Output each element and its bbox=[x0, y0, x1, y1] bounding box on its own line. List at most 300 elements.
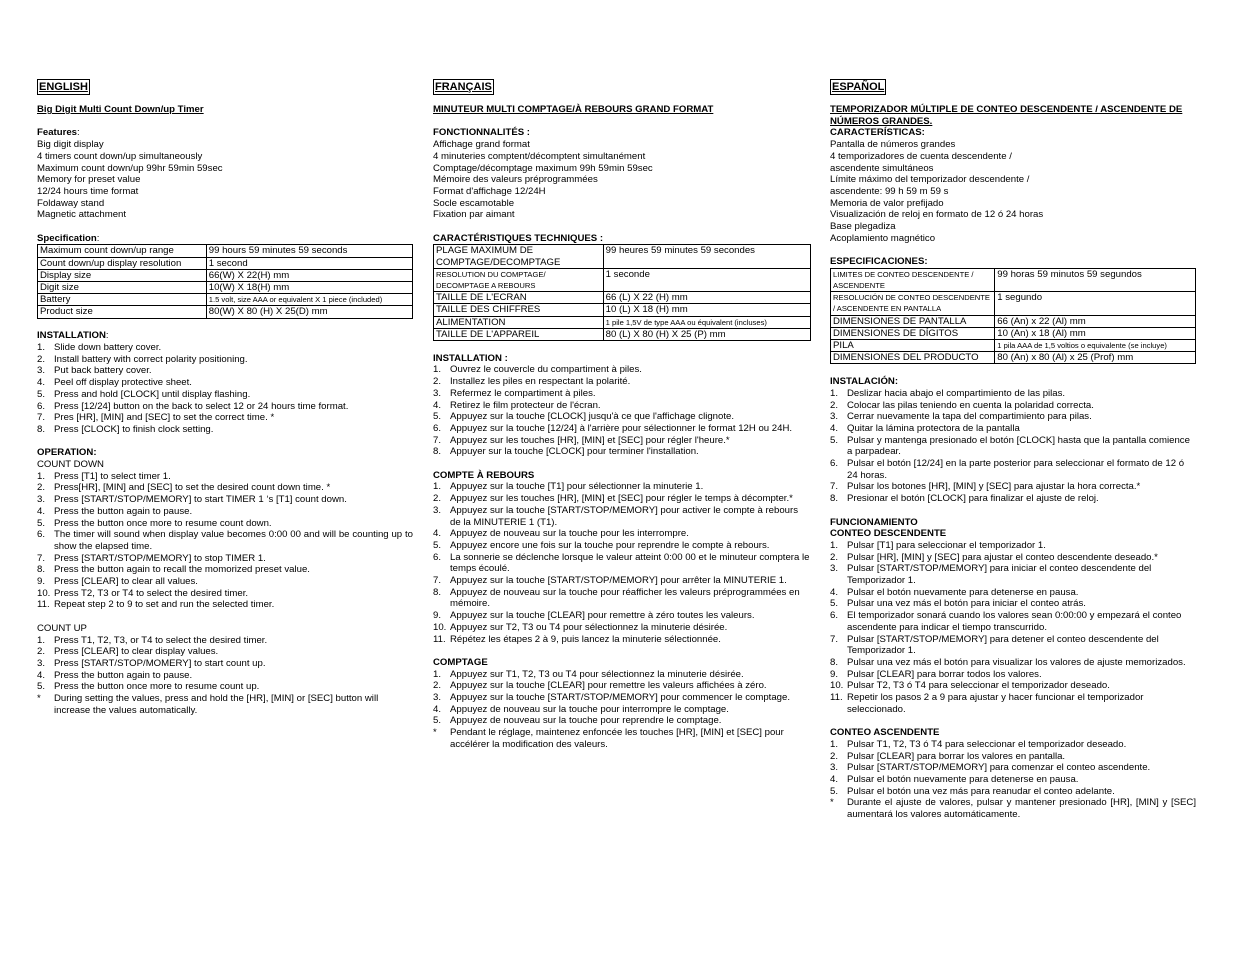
spec-label-cell: DIMENSIONES DEL PRODUCTO bbox=[831, 352, 995, 364]
list-item-number: 4. bbox=[433, 399, 442, 411]
product-title: Big Digit Multi Count Down/up Timer bbox=[37, 104, 204, 115]
countdown-heading: CONTEO DESCENDENTE bbox=[830, 528, 947, 540]
list-item-number: 8. bbox=[830, 493, 839, 505]
list-item-number: 7. bbox=[37, 552, 46, 564]
list-item-text: Appuyez sur la touche [START/STOP/MEMORY] pour commencer le comptage. bbox=[450, 692, 791, 704]
list-item-text: Put back battery cover. bbox=[54, 365, 152, 377]
list-item-text: Press [12/24] button on the back to select 12 or 24 hours time format. bbox=[54, 400, 349, 412]
list-item-number: 8. bbox=[433, 446, 442, 458]
list-item-text: Pulsar el botón [12/24] en la parte posterior para seleccionar el formato de 12 ó 24 horas. bbox=[847, 458, 1185, 481]
list-item-number: 9. bbox=[37, 576, 46, 588]
spec-value-cell: 1 pile 1,5V de type AAA ou équivalent (incluses) bbox=[603, 316, 810, 328]
list-item-number: 1. bbox=[830, 738, 839, 750]
list-item bbox=[37, 599, 413, 611]
list-item bbox=[830, 458, 1196, 481]
features-list bbox=[830, 139, 1196, 244]
list-item bbox=[830, 786, 1196, 798]
spec-label-cell: ALIMENTATION bbox=[434, 316, 604, 328]
list-item-number: 5. bbox=[433, 715, 442, 727]
features-list bbox=[37, 139, 413, 221]
list-item bbox=[433, 411, 811, 423]
spec-label-cell: DIMENSIONES DE PANTALLA bbox=[831, 315, 995, 327]
list-item bbox=[830, 598, 1196, 610]
list-item-number: 5. bbox=[433, 411, 442, 423]
list-item-text: Pulsar [T1] para seleccionar el temporizador 1. bbox=[847, 539, 1046, 551]
feature-item: Fixation par aimant bbox=[433, 209, 515, 221]
list-item-number: 4. bbox=[830, 422, 839, 434]
spec-label-cell: PILA bbox=[831, 340, 995, 352]
installation-steps bbox=[830, 388, 1196, 505]
list-item-text: Press [CLEAR] to clear display values. bbox=[54, 646, 219, 658]
installation-heading: INSTALLATION: bbox=[37, 330, 109, 342]
list-item-number: 2. bbox=[830, 750, 839, 762]
spec-label-cell: DIMENSIONES DE DÍGITOS bbox=[831, 327, 995, 339]
table-row bbox=[434, 245, 811, 268]
list-item-number: 10. bbox=[433, 621, 447, 633]
list-item-number: 11. bbox=[830, 692, 843, 704]
list-item-text: Press and hold [CLOCK] until display flashing. bbox=[54, 388, 251, 400]
list-item bbox=[830, 540, 1196, 552]
list-item-text: Appuyez sur T1, T2, T3 ou T4 pour sélectionnez la minuterie désirée. bbox=[450, 668, 744, 680]
list-item bbox=[433, 528, 811, 540]
list-item-text: Appuyez sur la touche [START/STOP/MEMORY] pour arrêter la MINUTERIE 1. bbox=[450, 575, 787, 587]
list-item bbox=[37, 658, 413, 670]
list-item-number: 1. bbox=[433, 668, 442, 680]
spec-value-cell: 80 (L) X 80 (H) X 25 (P) mm bbox=[603, 328, 810, 340]
list-item-number: 5. bbox=[830, 785, 839, 797]
list-item bbox=[37, 401, 413, 413]
table-row bbox=[38, 282, 413, 294]
list-item-number: 9. bbox=[433, 610, 442, 622]
list-item-text: Appuyez sur la touche [12/24] à l'arrière pour sélectionner le format 12H ou 24H. bbox=[450, 422, 793, 434]
list-item-text: Appuyez sur la touche [T1] pour sélectionner la minuterie 1. bbox=[450, 481, 704, 493]
list-item bbox=[37, 588, 413, 600]
feature-item: Visualización de reloj en formato de 12 ó 24 horas bbox=[830, 209, 1044, 221]
list-item-number: 6. bbox=[830, 610, 839, 622]
list-item bbox=[830, 657, 1196, 669]
list-item-text: Pulsar el botón nuevamente para detenerse en pausa. bbox=[847, 774, 1079, 786]
list-item-text: Press T2, T3 or T4 to select the desired timer. bbox=[54, 587, 249, 599]
countup-heading: COUNT UP bbox=[37, 622, 87, 634]
list-item-text: Pres [HR], [MIN] and [SEC] to set the correct time. * bbox=[54, 412, 275, 424]
list-item-text: Pulsar [CLEAR] para borrar todos los valores. bbox=[847, 668, 1042, 680]
list-item-text: El temporizador sonará cuando los valores sean 0:00:00 y empezará el conteo ascendente para indicar el tiempo transcurrido. bbox=[847, 610, 1182, 633]
list-item-text: Colocar las pilas teniendo en cuenta la polaridad correcta. bbox=[847, 399, 1094, 411]
list-item bbox=[830, 423, 1196, 435]
list-item-text: Appuyez de nouveau sur la touche pour interrompre le comptage. bbox=[450, 703, 729, 715]
list-item-text: Appuyez de nouveau sur la touche pour les interrompre. bbox=[450, 528, 689, 540]
spanish-column bbox=[830, 79, 1196, 821]
list-item-number: 6. bbox=[37, 400, 46, 412]
list-item-text: Press the button again to recall the momorized preset value. bbox=[54, 564, 310, 576]
table-row bbox=[434, 316, 811, 328]
list-item-text: Press the button once more to resume count down. bbox=[54, 517, 272, 529]
list-item-text: Press the button once more to resume count up. bbox=[54, 681, 260, 693]
list-item-number: 7. bbox=[37, 412, 46, 424]
list-item-text: Pulsar T2, T3 ó T4 para seleccionar el temporizador deseado. bbox=[847, 680, 1110, 692]
feature-item: 12/24 hours time format bbox=[37, 185, 139, 197]
list-item-number: 4. bbox=[37, 505, 46, 517]
list-item bbox=[37, 529, 413, 552]
list-item bbox=[37, 424, 413, 436]
list-item bbox=[433, 388, 811, 400]
list-item bbox=[830, 388, 1196, 400]
footnote: * Durante el ajuste de valores, pulsar y mantener presionado [HR], [MIN] y [SEC] aumentará los valores automáticamente. bbox=[830, 797, 1196, 821]
list-item bbox=[37, 681, 413, 693]
list-item bbox=[830, 610, 1196, 633]
list-item-number: 7. bbox=[830, 633, 839, 645]
features-heading: CARACTERÍSTICAS: bbox=[830, 127, 925, 139]
feature-item: Format d'affichage 12/24H bbox=[433, 185, 546, 197]
list-item bbox=[37, 389, 413, 401]
table-row bbox=[38, 294, 413, 306]
spec-label-cell: Battery bbox=[38, 294, 207, 306]
installation-steps bbox=[37, 342, 413, 436]
product-title: TEMPORIZADOR MÚLTIPLE DE CONTEO DESCENDENTE / ASCENDENTE DE NÚMEROS GRANDES. bbox=[830, 104, 1183, 127]
footnote: * Pendant le réglage, maintenez enfoncée les touches [HR], [MIN] et [SEC] pour accélérer la modification des valeurs. bbox=[433, 727, 784, 750]
feature-item: Mémoire des valeurs préprogrammées bbox=[433, 174, 598, 186]
list-item bbox=[830, 680, 1196, 692]
list-item bbox=[37, 564, 413, 576]
list-item-text: Slide down battery cover. bbox=[54, 342, 162, 354]
list-item bbox=[433, 423, 811, 435]
list-item bbox=[433, 692, 811, 704]
features-heading: FONCTIONNALITÉS : bbox=[433, 127, 530, 139]
list-item bbox=[433, 400, 811, 412]
installation-heading: INSTALLATION : bbox=[433, 352, 508, 364]
list-item-text: Appuyez sur la touche [CLOCK] jusqu'à ce que l'affichage clignote. bbox=[450, 411, 735, 423]
list-item-text: Press [CLOCK] to finish clock setting. bbox=[54, 423, 214, 435]
spec-value-cell: 66 (An) x 22 (Al) mm bbox=[995, 315, 1196, 327]
list-item bbox=[37, 354, 413, 366]
list-item-text: Appuyez sur les touches [HR], [MIN] et [SEC] pour régler l'heure.* bbox=[450, 434, 730, 446]
feature-item: Affichage grand format bbox=[433, 139, 530, 151]
list-item bbox=[37, 646, 413, 658]
spec-value-cell: 99 heures 59 minutes 59 secondes bbox=[603, 245, 810, 268]
list-item-number: 1. bbox=[830, 539, 839, 551]
language-heading: ESPAÑOL bbox=[832, 81, 885, 93]
list-item bbox=[433, 552, 811, 575]
list-item-number: 3. bbox=[830, 563, 839, 575]
list-item-number: 2. bbox=[37, 353, 46, 365]
list-item-number: 3. bbox=[37, 365, 46, 377]
list-item-number: 6. bbox=[433, 551, 442, 563]
list-item-number: 3. bbox=[37, 657, 46, 669]
features-list bbox=[433, 139, 811, 221]
feature-item: Memory for preset value bbox=[37, 174, 141, 186]
list-item-number: 3. bbox=[433, 504, 442, 516]
countdown-steps bbox=[37, 471, 413, 611]
list-item-text: The timer will sound when display value becomes 0:00 00 and will be counting up to show the elapsed time. bbox=[54, 529, 413, 552]
list-item-number: 10. bbox=[830, 680, 844, 692]
spec-label-cell: Product size bbox=[38, 306, 207, 318]
list-item-number: 4. bbox=[37, 377, 46, 389]
list-item bbox=[433, 575, 811, 587]
table-row bbox=[38, 245, 413, 257]
list-item bbox=[830, 481, 1196, 493]
list-item bbox=[433, 704, 811, 716]
language-heading: FRANÇAIS bbox=[435, 81, 492, 93]
operation-heading: FUNCIONAMIENTO bbox=[830, 516, 918, 528]
spec-value-cell: 1 seconde bbox=[603, 268, 810, 291]
spec-label-cell: Maximum count down/up range bbox=[38, 245, 207, 257]
feature-item: 4 minuteries comptent/décomptent simultanément bbox=[433, 150, 646, 162]
spec-value-cell: 99 horas 59 minutos 59 segundos bbox=[995, 268, 1196, 291]
list-item bbox=[37, 482, 413, 494]
spec-table bbox=[830, 268, 1196, 365]
list-item bbox=[830, 400, 1196, 412]
table-row bbox=[831, 268, 1196, 291]
countup-heading: COMPTAGE bbox=[433, 656, 488, 668]
feature-item: Socle escamotable bbox=[433, 197, 515, 209]
list-item-text: Répétez les étapes 2 à 9, puis lancez la minuterie sélectionnée. bbox=[450, 633, 721, 645]
feature-item: Comptage/décomptage maximum 99h 59min 59sec bbox=[433, 162, 653, 174]
list-item-number: 7. bbox=[433, 575, 442, 587]
list-item-text: Press [T1] to select timer 1. bbox=[54, 470, 171, 482]
installation-heading: INSTALACIÓN: bbox=[830, 376, 899, 388]
spec-label-cell: TAILLE DE L'ECRAN bbox=[434, 292, 604, 304]
list-item-text: Appuyez de nouveau sur la touche pour réafficher les valeurs préprogrammées en mémoire. bbox=[450, 586, 800, 610]
spec-heading: Specification: bbox=[37, 232, 100, 244]
list-item-number: 3. bbox=[37, 494, 46, 506]
spec-value-cell: 66(W) X 22(H) mm bbox=[206, 269, 412, 281]
countdown-heading: COUNT DOWN bbox=[37, 459, 104, 471]
list-item-text: Ouvrez le couvercle du compartiment à piles. bbox=[450, 364, 642, 376]
list-item-text: Pulsar el botón una vez más para reanudar el conteo adelante. bbox=[847, 785, 1115, 797]
list-item-text: Appuyez encore une fois sur la touche pour reprendre le compte à rebours. bbox=[450, 539, 770, 551]
list-item-text: Press T1, T2, T3, or T4 to select the desired timer. bbox=[54, 634, 268, 646]
list-item bbox=[433, 680, 811, 692]
table-row bbox=[38, 306, 413, 318]
list-item bbox=[830, 411, 1196, 423]
list-item bbox=[37, 365, 413, 377]
list-item bbox=[830, 669, 1196, 681]
list-item bbox=[830, 587, 1196, 599]
list-item-number: 2. bbox=[433, 376, 442, 388]
list-item-text: Presionar el botón [CLOCK] para finalizar el ajuste de reloj. bbox=[847, 493, 1099, 505]
list-item-text: Retirez le film protecteur de l'écran. bbox=[450, 399, 601, 411]
spec-label-cell: Count down/up display resolution bbox=[38, 257, 207, 269]
list-item-text: Refermez le compartiment à piles. bbox=[450, 387, 596, 399]
list-item-text: Press the button again to pause. bbox=[54, 669, 193, 681]
spec-label-cell: Digit size bbox=[38, 282, 207, 294]
list-item-number: 9. bbox=[830, 668, 839, 680]
list-item-number: 5. bbox=[37, 681, 46, 693]
spec-heading: CARACTÉRISTIQUES TECHNIQUES : bbox=[433, 232, 604, 244]
spec-label-cell: LIMITES DE CONTEO DESCENDENTE / ASCENDENTE bbox=[831, 268, 995, 291]
list-item-number: 4. bbox=[433, 528, 442, 540]
french-column bbox=[433, 79, 811, 751]
list-item-number: 1. bbox=[37, 634, 46, 646]
list-item-number: 2. bbox=[37, 646, 46, 658]
table-row bbox=[831, 340, 1196, 352]
list-item-text: Peel off display protective sheet. bbox=[54, 377, 192, 389]
list-item bbox=[37, 635, 413, 647]
list-item-text: Appuyez sur T2, T3 ou T4 pour sélectionnez la minuterie désirée. bbox=[450, 621, 728, 633]
spec-table bbox=[37, 244, 413, 318]
spec-value-cell: 1 second bbox=[206, 257, 412, 269]
list-item-text: Deslizar hacia abajo el compartimiento de las pilas. bbox=[847, 387, 1066, 399]
feature-item: Maximum count down/up 99hr 59min 59sec bbox=[37, 162, 223, 174]
list-item-number: 2. bbox=[37, 482, 46, 494]
list-item-number: 8. bbox=[433, 586, 442, 598]
list-item-number: 4. bbox=[37, 669, 46, 681]
list-item bbox=[830, 751, 1196, 763]
countup-steps bbox=[830, 739, 1196, 798]
list-item bbox=[37, 412, 413, 424]
list-item bbox=[433, 622, 811, 634]
list-item-number: 5. bbox=[433, 539, 442, 551]
list-item bbox=[37, 342, 413, 354]
list-item-number: 11. bbox=[37, 599, 50, 611]
list-item bbox=[433, 669, 811, 681]
list-item bbox=[433, 634, 811, 646]
spec-label-cell: TAILLE DES CHIFFRES bbox=[434, 304, 604, 316]
feature-item: Foldaway stand bbox=[37, 197, 105, 209]
list-item-text: Press [START/STOP/MEMORY] to stop TIMER 1. bbox=[54, 552, 266, 564]
list-item bbox=[433, 610, 811, 622]
list-item-text: Press [START/STOP/MOMERY] to start count up. bbox=[54, 657, 266, 669]
table-row bbox=[831, 327, 1196, 339]
list-item bbox=[830, 774, 1196, 786]
list-item-number: 5. bbox=[830, 434, 839, 446]
list-item-text: Repeat step 2 to 9 to set and run the selected timer. bbox=[54, 599, 275, 611]
countdown-heading: COMPTE À REBOURS bbox=[433, 469, 535, 481]
spec-value-cell: 10 (L) X 18 (H) mm bbox=[603, 304, 810, 316]
list-item-text: Pulsar [HR], [MIN] y [SEC] para ajustar el conteo descendente deseado.* bbox=[847, 551, 1158, 563]
list-item-text: Pulsar [START/STOP/MEMORY] para iniciar el conteo descendente del Temporizador 1. bbox=[847, 563, 1152, 587]
list-item-number: 2. bbox=[433, 680, 442, 692]
feature-item: Memoria de valor prefijado bbox=[830, 197, 944, 209]
list-item bbox=[37, 670, 413, 682]
list-item-text: Pulsar [START/STOP/MEMORY] para comenzar el conteo ascendente. bbox=[847, 762, 1151, 774]
list-item bbox=[433, 446, 811, 458]
list-item bbox=[830, 692, 1196, 715]
countup-steps bbox=[433, 669, 811, 728]
list-item-text: Appuyez de nouveau sur la touche pour reprendre le comptage. bbox=[450, 715, 722, 727]
list-item-number: 2. bbox=[830, 399, 839, 411]
list-item bbox=[830, 634, 1196, 657]
list-item-number: 3. bbox=[830, 762, 839, 774]
spec-label-cell: RESOLUTION DU COMPTAGE/ DECOMPTAGE A REBOURS bbox=[434, 268, 604, 291]
list-item-text: Appuyez sur la touche [START/STOP/MEMORY] pour activer le compte à rebours de la MINUTERIE 1 (T1). bbox=[450, 504, 799, 528]
list-item bbox=[830, 493, 1196, 505]
list-item-text: Appuyez sur les touches [HR], [MIN] et [SEC] pour régler le temps à décompter.* bbox=[450, 493, 793, 505]
list-item bbox=[37, 518, 413, 530]
feature-item: Magnetic attachment bbox=[37, 209, 127, 221]
list-item-text: Install battery with correct polarity positioning. bbox=[54, 353, 248, 365]
list-item-number: 8. bbox=[830, 657, 839, 668]
spec-label-cell: TAILLE DE L'APPAREIL bbox=[434, 328, 604, 340]
list-item-number: 7. bbox=[433, 434, 442, 446]
spec-value-cell: 66 (L) X 22 (H) mm bbox=[603, 292, 810, 304]
list-item-number: 1. bbox=[433, 364, 442, 376]
list-item-number: 1. bbox=[433, 481, 442, 493]
spec-heading: ESPECIFICACIONES: bbox=[830, 256, 928, 268]
list-item bbox=[830, 563, 1196, 586]
feature-item: Límite máximo del temporizador descendente / bbox=[830, 174, 1030, 186]
list-item bbox=[433, 715, 811, 727]
product-title: MINUTEUR MULTI COMPTAGE/À REBOURS GRAND FORMAT bbox=[433, 104, 714, 115]
list-item-number: 1. bbox=[830, 387, 839, 399]
list-item-number: 6. bbox=[433, 422, 442, 434]
table-row bbox=[434, 292, 811, 304]
table-row bbox=[38, 257, 413, 269]
list-item-number: 10. bbox=[37, 587, 51, 599]
feature-item: Big digit display bbox=[37, 139, 104, 151]
table-row bbox=[38, 269, 413, 281]
list-item-number: 5. bbox=[830, 598, 839, 610]
list-item-text: Pulsar [START/STOP/MEMORY] para detener el conteo descendente del Temporizador 1. bbox=[847, 633, 1159, 657]
spec-value-cell: 80(W) X 80 (H) X 25(D) mm bbox=[206, 306, 412, 318]
feature-item: ascendente: 99 h 59 m 59 s bbox=[830, 185, 949, 197]
list-item-text: Cerrar nuevamente la tapa del compartimiento para pilas. bbox=[847, 411, 1092, 423]
list-item-number: 8. bbox=[37, 564, 46, 576]
list-item-text: Appuyer sur la touche [CLOCK] pour terminer l'installation. bbox=[450, 446, 699, 458]
list-item-number: 4. bbox=[830, 774, 839, 786]
list-item-text: Pulsar T1, T2, T3 ó T4 para seleccionar el temporizador deseado. bbox=[847, 738, 1127, 750]
list-item-text: Press [CLEAR] to clear all values. bbox=[54, 576, 198, 588]
list-item bbox=[433, 364, 811, 376]
list-item-text: Pulsar el botón nuevamente para detenerse en pausa. bbox=[847, 586, 1079, 598]
feature-item: Acoplamiento magnético bbox=[830, 232, 936, 244]
list-item-text: Repetir los pasos 2 a 9 para ajustar y hacer funcionar el temporizador seleccionado. bbox=[847, 692, 1144, 715]
list-item bbox=[830, 739, 1196, 751]
list-item-text: Pulsar y mantenga presionado el botón [CLOCK] hasta que la pantalla comience a parpadear. bbox=[847, 434, 1190, 458]
table-row bbox=[831, 352, 1196, 364]
operation-heading: OPERATION: bbox=[37, 447, 97, 459]
table-row bbox=[831, 315, 1196, 327]
feature-item: ascendente simultáneos bbox=[830, 162, 934, 174]
list-item-number: 8. bbox=[37, 423, 46, 435]
feature-item: 4 timers count down/up simultaneously bbox=[37, 150, 203, 162]
spec-value-cell: 80 (An) x 80 (Al) x 25 (Prof) mm bbox=[995, 352, 1196, 364]
list-item-text: Installez les piles en respectant la polarité. bbox=[450, 376, 631, 388]
list-item-text: Pulsar [CLEAR] para borrar los valores en pantalla. bbox=[847, 750, 1066, 762]
list-item-number: 2. bbox=[433, 493, 442, 505]
list-item bbox=[433, 540, 811, 552]
spec-table bbox=[433, 244, 811, 341]
countdown-steps bbox=[830, 540, 1196, 716]
list-item-number: 6. bbox=[830, 458, 839, 470]
list-item bbox=[433, 587, 811, 610]
spec-value-cell: 1 pila AAA de 1,5 voltios o equivalente (se incluye) bbox=[995, 340, 1196, 352]
list-item-number: 2. bbox=[830, 551, 839, 563]
list-item-number: 7. bbox=[830, 481, 839, 493]
list-item-text: Appuyez sur la touche [CLEAR] pour remettre les valeurs affichées à zéro. bbox=[450, 680, 767, 692]
spec-label-cell: PLAGE MAXIMUM DE COMPTAGE/DECOMPTAGE bbox=[434, 245, 604, 268]
list-item-number: 3. bbox=[830, 411, 839, 423]
spec-value-cell: 1.5 volt, size AAA or equivalent X 1 piece (included) bbox=[206, 294, 412, 306]
list-item-number: 6. bbox=[37, 529, 46, 541]
list-item-number: 4. bbox=[830, 586, 839, 598]
countup-steps bbox=[37, 635, 413, 694]
spec-label-cell: Display size bbox=[38, 269, 207, 281]
spec-value-cell: 10 (An) x 18 (Al) mm bbox=[995, 327, 1196, 339]
language-heading: ENGLISH bbox=[39, 81, 88, 93]
list-item bbox=[433, 481, 811, 493]
table-row bbox=[434, 304, 811, 316]
list-item bbox=[433, 435, 811, 447]
table-row bbox=[434, 328, 811, 340]
installation-steps bbox=[433, 364, 811, 458]
list-item bbox=[433, 505, 811, 528]
list-item bbox=[37, 553, 413, 565]
spec-value-cell: 10(W) X 18(H) mm bbox=[206, 282, 412, 294]
list-item bbox=[37, 576, 413, 588]
spec-value-cell: 1 segundo bbox=[995, 292, 1196, 315]
list-item bbox=[37, 471, 413, 483]
